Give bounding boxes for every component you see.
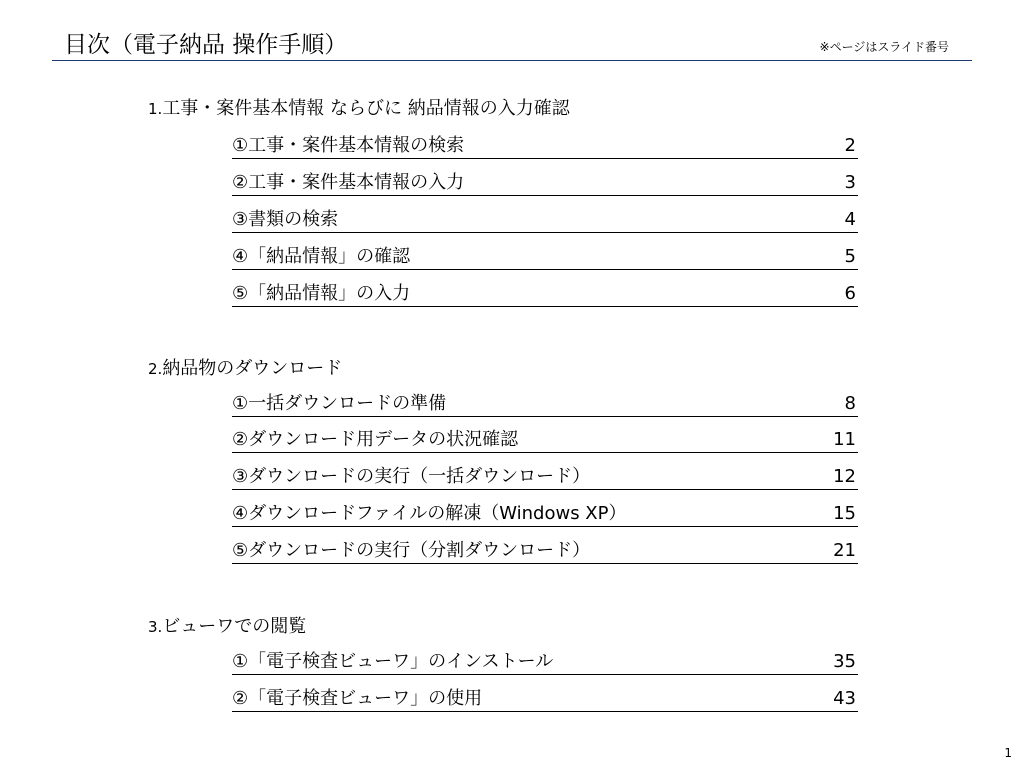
toc-item[interactable] [232,500,858,527]
section-heading-1 [148,94,570,120]
toc-item-page: 2 [844,135,856,156]
section-heading-2 [148,354,342,380]
section-heading-3 [148,612,306,638]
toc-item-label: ②ダウンロード用データの状況確認 [232,429,519,450]
toc-item-page: 5 [844,246,856,267]
toc-item-label: ①工事・案件基本情報の検索 [232,135,465,156]
toc-item[interactable] [232,206,858,233]
toc-item[interactable] [232,463,858,490]
title-divider [52,60,972,61]
slide-number: 1 [1004,746,1012,760]
toc-item-page: 15 [833,503,856,524]
toc-item-label: ④ダウンロードファイルの解凍（Windows XP） [232,503,627,524]
toc-item-page: 3 [844,172,856,193]
toc-item-page: 43 [833,688,856,709]
toc-item-page: 21 [833,540,856,561]
toc-item[interactable] [232,280,858,307]
toc-item[interactable] [232,243,858,270]
toc-item[interactable] [232,132,858,159]
toc-item-label: ①「電子検査ビューワ」のインストール [232,651,554,672]
toc-item[interactable] [232,426,858,453]
toc-item-label: ③書類の検索 [232,209,339,230]
toc-item-page: 6 [844,283,856,304]
section-title: 納品物のダウンロード [162,358,343,379]
toc-item-label: ②「電子検査ビューワ」の使用 [232,688,483,709]
slide-number-note: ※ページはスライド番号 [819,40,949,54]
slide-title: 目次（電子納品 操作手順） [64,32,348,58]
toc-item-page: 4 [844,209,856,230]
toc-item-page: 8 [844,393,856,414]
section-title: 工事・案件基本情報 ならびに 納品情報の入力確認 [162,98,570,119]
toc-item-page: 11 [833,429,856,450]
toc-item-label: ⑤ダウンロードの実行（分割ダウンロード） [232,540,591,561]
toc-item-page: 12 [833,466,856,487]
toc-item-label: ①一括ダウンロードの準備 [232,393,447,414]
toc-item[interactable] [232,390,858,417]
section-number: 2. [148,360,163,378]
section-number: 3. [148,618,163,636]
toc-item-label: ③ダウンロードの実行（一括ダウンロード） [232,466,591,487]
toc-item[interactable] [232,169,858,196]
toc-item[interactable] [232,648,858,675]
section-title: ビューワでの閲覧 [162,616,307,637]
toc-item[interactable] [232,537,858,564]
toc-item-page: 35 [833,651,856,672]
toc-item-label: ②工事・案件基本情報の入力 [232,172,465,193]
toc-item-label: ⑤「納品情報」の入力 [232,283,411,304]
toc-item[interactable] [232,685,858,712]
toc-item-label: ④「納品情報」の確認 [232,246,411,267]
section-number: 1. [148,100,163,118]
